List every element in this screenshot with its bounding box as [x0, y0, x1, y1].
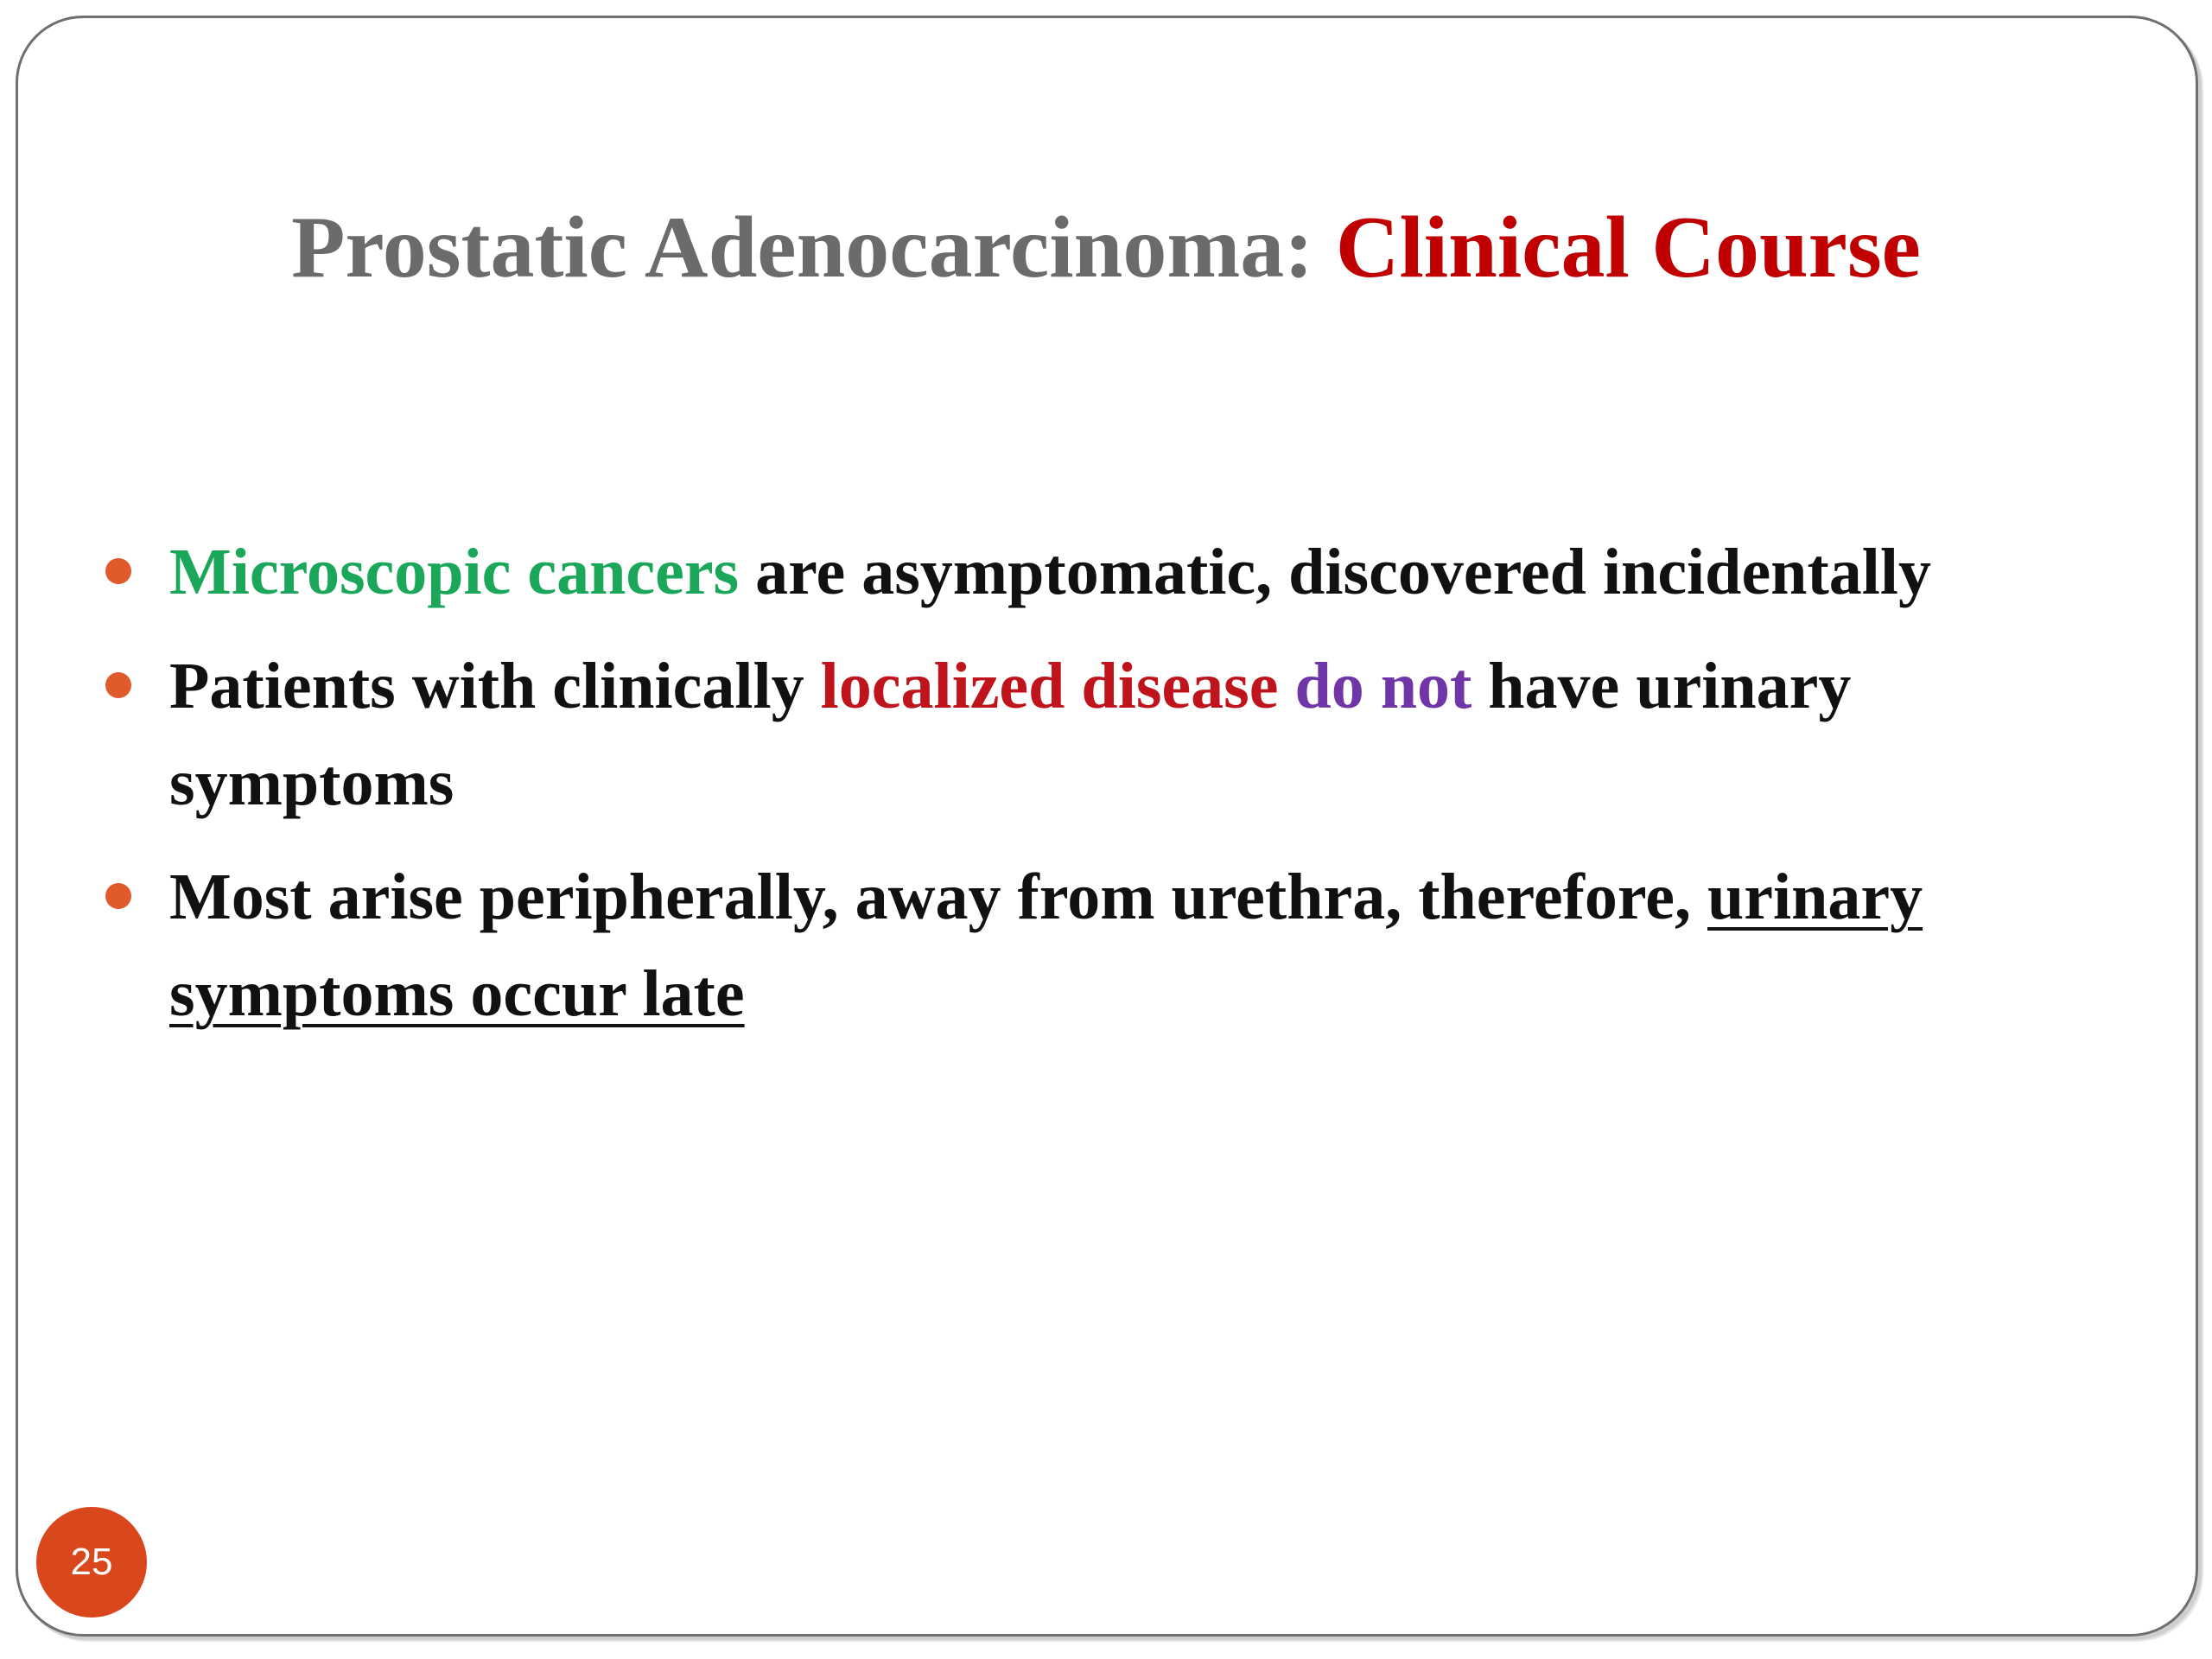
bullet-item — [105, 849, 2119, 1042]
bullet-text-segment: have urinary symptoms — [169, 650, 1852, 819]
bullet-text-segment-underlined: urinary symptoms occur late — [169, 861, 1923, 1030]
bullet-text-segment: do not — [1294, 650, 1472, 722]
bullet-text-segment: Patients with clinically — [169, 650, 821, 722]
bullet-list — [105, 524, 2119, 1059]
bullet-dot-icon — [105, 558, 131, 584]
bullet-text-segment: Microscopic cancers — [169, 536, 740, 608]
bullet-dot-icon — [105, 883, 131, 909]
bullet-text-segment: localized disease — [820, 650, 1279, 722]
bullet-dot-icon — [105, 672, 131, 698]
bullet-text-segment — [1278, 650, 1294, 722]
bullet-item — [105, 524, 2119, 620]
title-subtopic: Clinical Course — [1335, 199, 1921, 296]
title-topic: Prostatic Adenocarcinoma: — [291, 199, 1336, 296]
page-number-badge: 25 — [36, 1507, 147, 1618]
bullet-text-segment: Most arise peripherally, away from urethra, therefore, — [169, 861, 1707, 933]
bullet-item — [105, 638, 2119, 831]
slide-title — [0, 197, 2212, 298]
bullet-text-segment: are asymptomatic, discovered incidentally — [739, 536, 1931, 608]
